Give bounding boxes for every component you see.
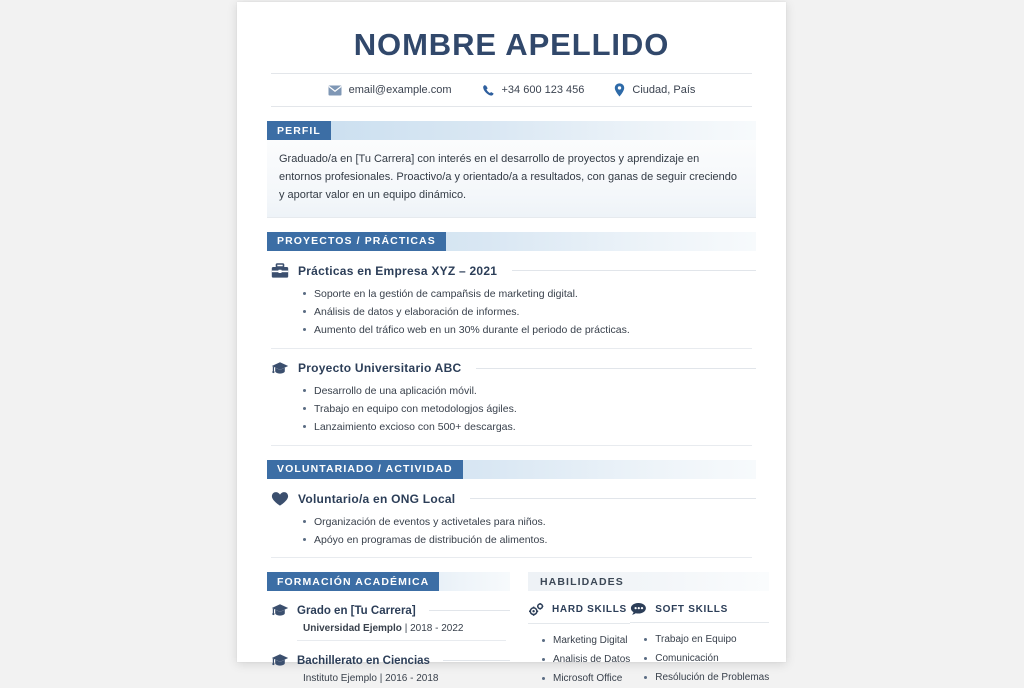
hard-skills-title: HARD SKILLS [552, 604, 627, 616]
education-separator-mark: | [379, 673, 383, 685]
skill-item: Comunicación [644, 649, 769, 668]
briefcase-icon [271, 263, 289, 279]
contact-phone-text: +34 600 123 456 [501, 84, 585, 97]
entry-bullets [267, 514, 756, 549]
contact-location[interactable] [614, 83, 695, 97]
education-meta [267, 673, 510, 684]
bullet-item: Trabajo en equipo con metodologjos ágiles. [303, 401, 756, 417]
bullet-item: Aumento del tráfico web en un 30% durante el periodo de prácticas. [303, 322, 756, 338]
entry-divider [271, 557, 752, 558]
graduation-cap-icon [271, 603, 289, 618]
bullet-item: Organización de eventos y activetales para niños. [303, 514, 756, 530]
soft-skills-column [630, 602, 769, 688]
entry-rule [476, 368, 756, 369]
entry-header [267, 491, 756, 507]
experience-entry [267, 361, 756, 446]
contact-row [271, 74, 752, 107]
gears-icon [528, 602, 545, 617]
entry-title: Voluntario/a en ONG Local [298, 491, 456, 506]
education-column [267, 572, 510, 688]
entry-title: Bachillerato en Ciencias [297, 654, 430, 667]
entry-bullets [267, 383, 756, 436]
section-header-proyectos [267, 232, 756, 251]
volunteering-entry [267, 491, 756, 559]
section-title-perfil: PERFIL [267, 121, 331, 140]
bullet-item: Soporte en la gestión de campañsis de marketing digital. [303, 286, 756, 302]
education-institution: Instituto Ejemplo [303, 673, 377, 685]
graduation-cap-icon [271, 361, 289, 376]
section-header-voluntariado [267, 460, 756, 479]
graduation-cap-icon [271, 653, 289, 668]
cv-page [237, 2, 786, 685]
entry-rule [429, 610, 510, 611]
speech-bubble-icon [630, 602, 648, 616]
bullet-item: Desarrollo de una aplicación móvil. [303, 383, 756, 399]
entry-title: Grado en [Tu Carrera] [297, 604, 416, 617]
skill-item: Analisis de Datos [542, 650, 630, 669]
profile-text: Graduado/a en [Tu Carrera] con interés en el desarrollo de proyectos y aprendizaje en entornos profesionales. Proactivo/a y orientado/a a resultados, con ganas de seguir creciendo y aportar valor en un equipo dinámico. [279, 153, 738, 202]
heart-icon [271, 491, 289, 507]
entry-divider [297, 640, 506, 641]
entry-title: Proyecto Universitario ABC [298, 361, 462, 376]
skill-item: Microsoft Office [542, 669, 630, 688]
contact-email-text: email@example.com [348, 84, 452, 97]
skill-item: Marketing Digital [542, 631, 630, 650]
section-bar-tail [463, 460, 756, 479]
education-entry [267, 603, 510, 641]
entry-divider [271, 445, 752, 446]
section-title-habilidades: HABILIDADES [540, 575, 624, 588]
bullet-item: Apóyo en programas de distribución de alimentos. [303, 532, 756, 548]
experience-entry [267, 263, 756, 349]
contact-location-text: Ciudad, País [632, 84, 696, 97]
page-title: NOMBRE APELLIDO [353, 27, 670, 62]
contact-email[interactable] [328, 84, 452, 96]
skills-columns [528, 602, 769, 688]
section-bar-tail [446, 232, 756, 251]
soft-skills-list [630, 630, 769, 687]
map-pin-icon [614, 83, 625, 97]
section-title-formacion: FORMACIÓN ACADÉMICA [267, 572, 439, 591]
education-dates: 2018 - 2022 [410, 623, 464, 635]
education-separator-mark: | [404, 623, 408, 635]
education-dates: 2016 - 2018 [385, 673, 439, 685]
entry-header [267, 263, 756, 279]
entry-rule [512, 270, 756, 271]
profile-block [267, 140, 756, 217]
hard-skills-list [528, 631, 630, 688]
entry-header [267, 653, 510, 668]
section-bar-tail [439, 572, 510, 591]
soft-skills-header [630, 602, 769, 623]
skills-column [528, 572, 769, 688]
section-title-proyectos: PROYECTOS / PRÁCTICAS [267, 232, 446, 251]
contact-phone[interactable] [482, 84, 585, 97]
entry-rule [470, 498, 756, 499]
hard-skills-column [528, 602, 630, 688]
entry-bullets [267, 286, 756, 339]
entry-rule [443, 660, 510, 661]
section-header-formacion [267, 572, 510, 591]
section-title-voluntariado: VOLUNTARIADO / ACTIVIDAD [267, 460, 463, 479]
education-entry [267, 653, 510, 684]
hard-skills-header [528, 602, 630, 624]
section-header-habilidades [528, 572, 769, 591]
phone-icon [482, 84, 495, 97]
entry-divider [271, 348, 752, 349]
envelope-icon [328, 85, 342, 96]
education-institution: Universidad Ejemplo [303, 623, 402, 635]
skill-item: Trabajo en Equipo [644, 630, 769, 649]
skill-item: Resólución de Problemas [644, 668, 769, 687]
bullet-item: Análisis de datos y elaboración de informes. [303, 304, 756, 320]
entry-header [267, 361, 756, 376]
entry-header [267, 603, 510, 618]
bottom-columns [267, 572, 770, 688]
entry-title: Prácticas en Empresa XYZ – 2021 [298, 263, 498, 278]
section-bar-tail [331, 121, 756, 140]
education-meta [267, 623, 510, 634]
bullet-item: Lanzaimiento excioso con 500+ descargas. [303, 419, 756, 435]
soft-skills-title: SOFT SKILLS [655, 603, 728, 615]
section-header-perfil [267, 121, 756, 140]
